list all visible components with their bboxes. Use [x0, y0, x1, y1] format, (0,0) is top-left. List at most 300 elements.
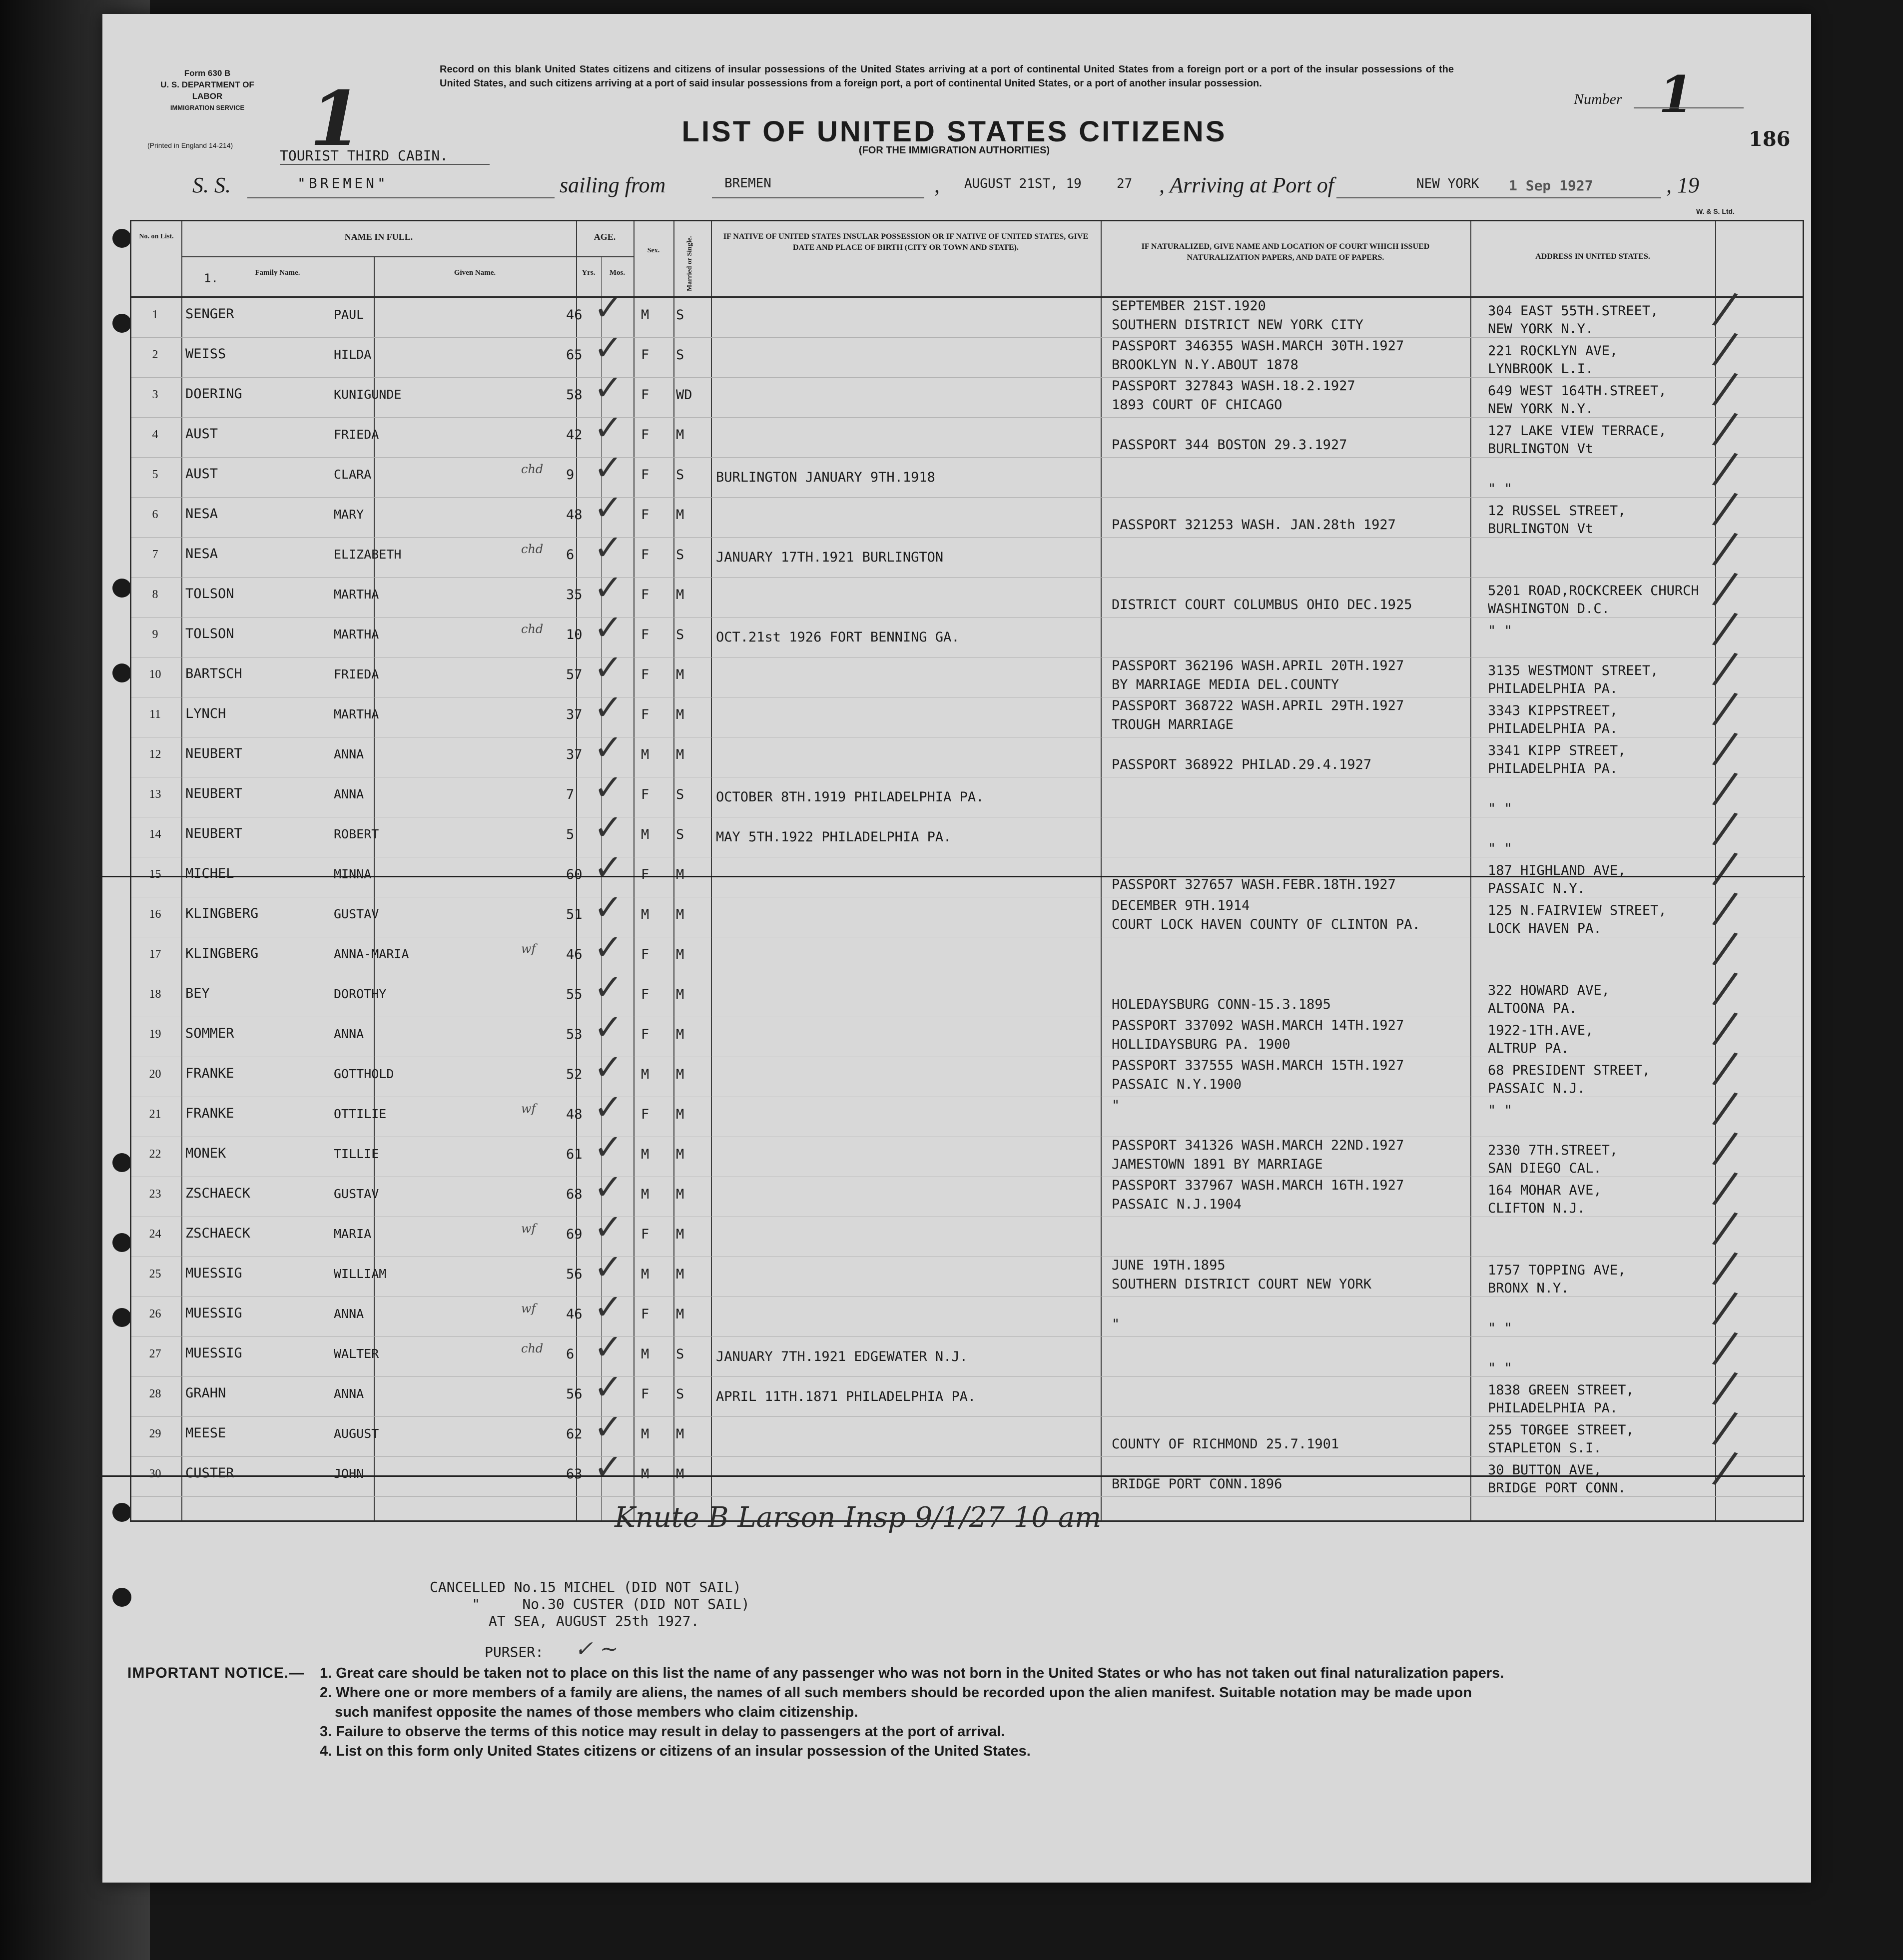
address-line-1: 12 RUSSEL STREET,	[1488, 503, 1626, 519]
family-name: AUST	[185, 426, 218, 442]
sex: M	[641, 747, 649, 762]
age-years: 48	[566, 1107, 583, 1122]
binder-hole	[112, 1308, 131, 1327]
naturalization-line-2: PASSAIC N.J.1904	[1112, 1197, 1242, 1212]
sex: F	[641, 1107, 649, 1122]
relationship-note: wf	[521, 942, 536, 956]
family-name: KLINGBERG	[185, 906, 259, 921]
age-years: 62	[566, 1426, 583, 1442]
given-name: FRIEDA	[334, 667, 379, 681]
inspector-tick-icon: /	[1710, 1280, 1741, 1335]
number-underline	[1634, 107, 1744, 108]
marital-status: M	[676, 747, 684, 762]
binder-hole	[112, 1503, 131, 1522]
marital-status: S	[676, 787, 684, 802]
marital-status: S	[676, 1346, 684, 1362]
header-rule	[576, 256, 634, 257]
row-number: 27	[149, 1347, 161, 1360]
address-line-2: PASSAIC N.J.	[1488, 1081, 1586, 1096]
check-mark-icon: ✓	[594, 967, 623, 1008]
given-name: ANNA	[334, 1386, 364, 1401]
address-line-2: " "	[1488, 1320, 1512, 1336]
address-line-2: " "	[1488, 801, 1512, 816]
sex: M	[641, 1466, 649, 1482]
naturalization-line-2: PASSPORT 327657 WASH.FEBR.18TH.1927	[1112, 877, 1396, 892]
row-number: 30	[149, 1467, 161, 1480]
arriving-label: , Arriving at Port of	[1159, 173, 1334, 197]
naturalization-line-2: HOLLIDAYSBURG PA. 1900	[1112, 1037, 1290, 1052]
address-line-1: 164 MOHAR AVE,	[1488, 1183, 1602, 1198]
family-name: MEESE	[185, 1425, 226, 1441]
check-mark-icon: ✓	[594, 1326, 623, 1367]
printed-note: (Printed in England 14-214)	[147, 141, 233, 149]
address-line-1: 3135 WESTMONT STREET,	[1488, 663, 1659, 678]
marital-status: S	[676, 627, 684, 643]
family-name: GRAHN	[185, 1385, 226, 1401]
row-number: 17	[149, 948, 161, 961]
address-line-2: SAN DIEGO CAL.	[1488, 1161, 1602, 1176]
naturalization-line-2: PASSAIC N.Y.1900	[1112, 1077, 1242, 1092]
naturalization-line-2: JAMESTOWN 1891 BY MARRIAGE	[1112, 1157, 1323, 1172]
notice-item: 2. Where one or more members of a family are aliens, the names of all such members should be recorded upon the alien manifest. Suitable notation may be made upon	[320, 1685, 1472, 1701]
inspector-tick-icon: /	[1710, 481, 1741, 536]
check-mark-icon: ✓	[594, 1087, 623, 1128]
marital-status: S	[676, 467, 684, 483]
address-line-2: LOCK HAVEN PA.	[1488, 921, 1602, 936]
sailing-date: AUGUST 21ST, 19	[964, 176, 1082, 191]
check-mark-icon: ✓	[594, 887, 623, 928]
birth-info: MAY 5TH.1922 PHILADELPHIA PA.	[716, 829, 952, 845]
age-years: 46	[566, 307, 583, 323]
given-name: HILDA	[334, 347, 372, 362]
family-name: TOLSON	[185, 586, 234, 602]
ship-name: "BREMEN"	[297, 175, 389, 191]
naturalization-line-1: PASSPORT 346355 WASH.MARCH 30TH.1927	[1112, 338, 1404, 354]
check-mark-icon: ✓	[594, 287, 623, 328]
binder-hole	[112, 579, 131, 598]
sex: F	[641, 547, 649, 563]
table-row	[131, 1360, 1803, 1416]
given-name: OTTILIE	[334, 1107, 387, 1121]
marital-status: M	[676, 1027, 684, 1042]
naturalization-line-2: COUNTY OF RICHMOND 25.7.1901	[1112, 1436, 1339, 1452]
marital-status: M	[676, 507, 684, 523]
check-mark-icon: ✓	[594, 607, 623, 648]
inspector-tick-icon: /	[1710, 1360, 1741, 1415]
table-row	[131, 561, 1803, 617]
sex: F	[641, 1227, 649, 1242]
ss-label: S. S.	[192, 173, 231, 197]
age-years: 35	[566, 587, 583, 603]
relationship-note: wf	[521, 1102, 536, 1116]
port-underline	[1336, 197, 1661, 198]
address-line-2: BURLINGTON Vt	[1488, 521, 1594, 537]
document-subtitle: (FOR THE IMMIGRATION AUTHORITIES)	[858, 145, 1050, 156]
table-row	[131, 800, 1803, 857]
page-number: 186	[1749, 127, 1791, 151]
sex: F	[641, 347, 649, 363]
check-mark-icon: ✓	[594, 407, 623, 448]
binder-hole	[112, 1588, 131, 1607]
address-line-1: 68 PRESIDENT STREET,	[1488, 1063, 1651, 1078]
sex: F	[641, 947, 649, 962]
address-line-1: 127 LAKE VIEW TERRACE,	[1488, 423, 1667, 439]
age-years: 61	[566, 1147, 583, 1162]
check-mark-icon: ✓	[594, 447, 623, 488]
naturalization-line-2: SOUTHERN DISTRICT NEW YORK CITY	[1112, 317, 1363, 333]
address-line-1: 322 HOWARD AVE,	[1488, 983, 1610, 998]
printer-mark: W. & S. Ltd.	[1696, 207, 1735, 215]
document-title: LIST OF UNITED STATES CITIZENS	[681, 115, 1227, 148]
list-mark: 1	[310, 75, 362, 163]
table-row	[131, 960, 1803, 1017]
check-mark-icon: ✓	[594, 327, 623, 368]
relationship-note: chd	[521, 622, 544, 636]
address-line-2: NEW YORK N.Y.	[1488, 401, 1594, 417]
inspector-signature: Knute B Larson Insp 9/1/27 10 am	[615, 1501, 1102, 1534]
inspector-tick-icon: /	[1710, 1320, 1741, 1375]
check-mark-icon: ✓	[594, 527, 623, 568]
address-line-2: PASSAIC N.Y.	[1488, 881, 1586, 896]
row-number: 20	[149, 1068, 161, 1081]
col-mos: Mos.	[609, 269, 626, 277]
family-name: SENGER	[185, 306, 234, 322]
inspector-tick-icon: /	[1710, 760, 1741, 816]
number-value: 1	[1659, 65, 1694, 124]
relationship-note: wf	[521, 1302, 536, 1315]
birth-info: BURLINGTON JANUARY 9TH.1918	[716, 470, 935, 485]
sex: F	[641, 667, 649, 682]
notice-item: such manifest opposite the names of those members who claim citizenship.	[335, 1704, 858, 1720]
given-name: ANNA-MARIA	[334, 947, 409, 961]
row-number: 6	[152, 508, 158, 521]
given-name: MINNA	[334, 867, 372, 881]
address-line-2: " "	[1488, 1360, 1512, 1376]
address-line-2: CLIFTON N.J.	[1488, 1201, 1586, 1216]
row-number: 13	[149, 788, 161, 801]
inspector-tick-icon: /	[1710, 960, 1741, 1016]
inspector-tick-icon: /	[1710, 1440, 1741, 1495]
table-row	[131, 1320, 1803, 1376]
relationship-note: chd	[521, 462, 544, 476]
family-name: MONEK	[185, 1146, 226, 1161]
row-number: 9	[152, 628, 158, 641]
family-name: CUSTER	[185, 1465, 234, 1481]
row-number: 29	[149, 1427, 161, 1440]
age-years: 57	[566, 667, 583, 682]
address-line-1: 1757 TOPPING AVE,	[1488, 1263, 1626, 1278]
given-name: ANNA	[334, 747, 364, 761]
age-years: 63	[566, 1466, 583, 1482]
sex: M	[641, 1147, 649, 1162]
col-sex: Sex.	[647, 247, 660, 254]
family-name: KLINGBERG	[185, 946, 259, 961]
birth-info: JANUARY 7TH.1921 EDGEWATER N.J.	[716, 1349, 968, 1364]
age-years: 46	[566, 947, 583, 962]
family-name: AUST	[185, 466, 218, 482]
sex: F	[641, 587, 649, 603]
marital-status: S	[676, 1386, 684, 1402]
address-line-2: PHILADELPHIA PA.	[1488, 721, 1618, 736]
family-name: DOERING	[185, 386, 242, 402]
service: IMMIGRATION SERVICE	[170, 104, 245, 111]
sex: F	[641, 507, 649, 523]
row-number: 2	[152, 348, 158, 361]
given-name: FRIEDA	[334, 427, 379, 442]
inspector-tick-icon: /	[1710, 880, 1741, 936]
given-name: GUSTAV	[334, 1187, 379, 1201]
given-name: GOTTHOLD	[334, 1067, 394, 1081]
family-name: NEUBERT	[185, 786, 242, 801]
naturalization-line-2: BY MARRIAGE MEDIA DEL.COUNTY	[1112, 677, 1339, 692]
naturalization-line-1: PASSPORT 341326 WASH.MARCH 22ND.1927	[1112, 1138, 1404, 1153]
marital-status: M	[676, 1067, 684, 1082]
marital-status: M	[676, 947, 684, 962]
inspector-tick-icon: /	[1710, 1000, 1741, 1056]
header-rule	[181, 256, 576, 257]
given-name: MARTHA	[334, 587, 379, 602]
notice-label: IMPORTANT NOTICE.—	[127, 1665, 305, 1681]
address-line-1: 3343 KIPPSTREET,	[1488, 703, 1618, 718]
check-mark-icon: ✓	[594, 647, 623, 688]
given-name: JOHN	[334, 1466, 364, 1481]
marital-status: M	[676, 1267, 684, 1282]
age-years: 56	[566, 1267, 583, 1282]
age-years: 60	[566, 867, 583, 882]
sex: F	[641, 987, 649, 1002]
marital-status: M	[676, 1307, 684, 1322]
inspector-tick-icon: /	[1710, 1400, 1741, 1455]
marital-status: M	[676, 587, 684, 603]
naturalization-line-2: HOLEDAYSBURG CONN-15.3.1895	[1112, 997, 1331, 1012]
check-mark-icon: ✓	[594, 1167, 623, 1208]
check-mark-icon: ✓	[594, 1047, 623, 1088]
cancellation-note: CANCELLED No.15 MICHEL (DID NOT SAIL) " No.30 CUSTER (DID NOT SAIL) AT SEA, AUGUST 25th 1927.	[430, 1579, 750, 1629]
naturalization-line-1: DECEMBER 9TH.1914	[1112, 898, 1250, 913]
age-years: 51	[566, 907, 583, 922]
age-years: 53	[566, 1027, 583, 1042]
sailing-from-label: sailing from	[560, 173, 666, 197]
age-years: 6	[566, 547, 575, 563]
sex: M	[641, 827, 649, 842]
address-line-2: ALTRUP PA.	[1488, 1041, 1569, 1056]
row-number: 7	[152, 548, 158, 561]
row-number: 22	[149, 1148, 161, 1161]
given-name: WILLIAM	[334, 1267, 387, 1281]
inspector-tick-icon: /	[1710, 561, 1741, 616]
naturalization-line-2: SOUTHERN DISTRICT COURT NEW YORK	[1112, 1277, 1372, 1292]
address-line-1: 30 BUTTON AVE,	[1488, 1462, 1602, 1478]
family-name: NEUBERT	[185, 826, 242, 841]
family-name: BEY	[185, 986, 210, 1001]
row-number: 15	[149, 868, 161, 881]
number-label: Number	[1574, 91, 1622, 107]
given-name: ANNA	[334, 1307, 364, 1321]
row-number: 1	[152, 308, 158, 321]
row-number: 28	[149, 1387, 161, 1400]
age-years: 9	[566, 467, 575, 483]
naturalization-line-2: PASSPORT 321253 WASH. JAN.28th 1927	[1112, 517, 1396, 533]
inspector-tick-icon: /	[1710, 281, 1741, 336]
address-line-2: PHILADELPHIA PA.	[1488, 681, 1618, 696]
marital-status: M	[676, 867, 684, 882]
sex: F	[641, 1027, 649, 1042]
check-mark-icon: ✓	[594, 1007, 623, 1048]
check-mark-icon: ✓	[594, 807, 623, 848]
age-years: 65	[566, 347, 583, 363]
record-instructions: Record on this blank United States citizens and citizens of insular possessions of the United States arriving at a port of continental United States from a foreign port or a port of the insular possessions of the United States, and such citizens arriving at a port of said insular possessions from a foreign port, a port of continental United States, or a port of another insular possession.	[440, 64, 1454, 89]
address-line-2: ALTOONA PA.	[1488, 1001, 1577, 1016]
check-mark-icon: ✓	[594, 767, 623, 808]
inspector-tick-icon: /	[1710, 1200, 1741, 1256]
department: U. S. DEPARTMENT OF LABOR	[160, 80, 254, 101]
notice-item: 4. List on this form only United States citizens or citizens of an insular possession of the United States.	[320, 1743, 1031, 1759]
table-row	[131, 1120, 1803, 1177]
row-number: 24	[149, 1228, 161, 1241]
inspector-tick-icon: /	[1710, 1160, 1741, 1216]
form-number: Form 630 B	[184, 68, 231, 78]
sex: F	[641, 427, 649, 443]
check-mark-icon: ✓	[594, 567, 623, 608]
cancelled-strike-line	[96, 1475, 1805, 1477]
sex: F	[641, 627, 649, 643]
binder-hole	[112, 663, 131, 682]
row-number: 12	[149, 748, 161, 761]
marital-status: S	[676, 347, 684, 363]
sex: F	[641, 1386, 649, 1402]
sex: F	[641, 707, 649, 722]
sailing-year: 27	[1117, 176, 1133, 191]
list-number-hand: 1.	[204, 271, 218, 285]
row-number: 4	[152, 428, 158, 441]
naturalization-line-1: PASSPORT 368722 WASH.APRIL 29TH.1927	[1112, 698, 1404, 713]
row-number: 16	[149, 908, 161, 921]
naturalization-line-1: SEPTEMBER 21ST.1920	[1112, 298, 1266, 314]
row-number: 26	[149, 1307, 161, 1320]
family-name: TOLSON	[185, 626, 234, 642]
marital-status: M	[676, 667, 684, 682]
birth-info: OCT.21st 1926 FORT BENNING GA.	[716, 630, 960, 645]
sailing-from-city: BREMEN	[724, 176, 771, 191]
col-no: No. on List.	[139, 233, 174, 240]
inspector-tick-icon: /	[1710, 840, 1741, 896]
age-years: 69	[566, 1227, 583, 1242]
table-row	[131, 840, 1803, 897]
age-years: 46	[566, 1307, 583, 1322]
given-name: GUSTAV	[334, 907, 379, 921]
row-number: 8	[152, 588, 158, 601]
table-row	[131, 481, 1803, 537]
binder-hole	[112, 314, 131, 333]
inspector-tick-icon: /	[1710, 800, 1741, 856]
inspector-tick-icon: /	[1710, 361, 1741, 416]
family-name: MUESSIG	[185, 1266, 242, 1281]
birth-info: OCTOBER 8TH.1919 PHILADELPHIA PA.	[716, 789, 984, 805]
row-number: 25	[149, 1268, 161, 1281]
relationship-note: wf	[521, 1222, 536, 1236]
check-mark-icon: ✓	[594, 367, 623, 408]
inspector-tick-icon: /	[1710, 641, 1741, 696]
naturalization-line-2: BRIDGE PORT CONN.1896	[1112, 1476, 1282, 1492]
family-name: ZSCHAECK	[185, 1226, 251, 1241]
family-name: BARTSCH	[185, 666, 242, 681]
family-name: MICHEL	[185, 866, 234, 881]
binder-hole	[112, 1153, 131, 1172]
notice-item: 1. Great care should be taken not to place on this list the name of any passenger who was not born in the United States or who has not taken out final naturalization papers.	[320, 1665, 1504, 1681]
table-body	[131, 281, 1803, 1520]
sex: F	[641, 387, 649, 403]
marital-status: M	[676, 1227, 684, 1242]
relationship-note: chd	[521, 1341, 544, 1355]
marital-status: S	[676, 307, 684, 323]
age-years: 48	[566, 507, 583, 523]
check-mark-icon: ✓	[594, 1127, 623, 1168]
row-number: 14	[149, 828, 161, 841]
address-line-2: " "	[1488, 481, 1512, 497]
marital-status: S	[676, 547, 684, 563]
naturalization-line-1: PASSPORT 362196 WASH.APRIL 20TH.1927	[1112, 658, 1404, 673]
table-row	[131, 1240, 1803, 1297]
address-line-1: 255 TORGEE STREET,	[1488, 1422, 1634, 1438]
col-native: IF NATIVE OF UNITED STATES INSULAR POSSESSION OR IF NATIVE OF UNITED STATES, GIVE DATE AND PLACE OF BIRTH (CITY OR TOWN AND STATE).	[723, 232, 1089, 252]
given-name: DOROTHY	[334, 987, 387, 1001]
age-years: 6	[566, 1346, 575, 1362]
age-years: 37	[566, 707, 583, 722]
row-number: 18	[149, 988, 161, 1001]
address-line-1: " "	[1488, 623, 1512, 639]
sex: F	[641, 787, 649, 802]
sex: M	[641, 1067, 649, 1082]
address-line-2: BRIDGE PORT CONN.	[1488, 1480, 1626, 1496]
col-yrs: Yrs.	[582, 269, 596, 277]
check-mark-icon: ✓	[594, 1287, 623, 1327]
family-name: NESA	[185, 506, 218, 522]
ship-underline	[247, 197, 555, 198]
arrival-port: NEW YORK	[1416, 176, 1479, 191]
inspector-tick-icon: /	[1710, 1120, 1741, 1176]
check-mark-icon: ✓	[594, 727, 623, 768]
sex: M	[641, 1187, 649, 1202]
sex: F	[641, 467, 649, 483]
row-number: 23	[149, 1188, 161, 1201]
family-name: MUESSIG	[185, 1306, 242, 1321]
address-line-1: 221 ROCKLYN AVE,	[1488, 343, 1618, 359]
given-name: MARTHA	[334, 707, 379, 721]
naturalization-line-2: TROUGH MARRIAGE	[1112, 717, 1234, 732]
family-name: FRANKE	[185, 1066, 234, 1081]
passenger-table	[130, 220, 1804, 1522]
address-line-2: PHILADELPHIA PA.	[1488, 761, 1618, 776]
address-line-2: NEW YORK N.Y.	[1488, 321, 1594, 337]
family-name: LYNCH	[185, 706, 226, 721]
inspector-tick-icon: /	[1710, 1240, 1741, 1296]
naturalization-line-1: "	[1112, 1098, 1120, 1113]
naturalization-line-2: "	[1112, 1316, 1120, 1332]
naturalization-line-2: PASSPORT 368922 PHILAD.29.4.1927	[1112, 757, 1372, 772]
form-id-block	[150, 67, 265, 113]
binder-hole	[112, 1233, 131, 1252]
inspector-tick-icon: /	[1710, 321, 1741, 376]
row-number: 5	[152, 468, 158, 481]
address-line-2: BURLINGTON Vt	[1488, 441, 1594, 457]
table-row	[131, 281, 1803, 337]
given-name: ROBERT	[334, 827, 379, 841]
check-mark-icon: ✓	[594, 1406, 623, 1447]
check-mark-icon: ✓	[594, 487, 623, 528]
age-years: 58	[566, 387, 583, 403]
check-mark-icon: ✓	[594, 1207, 623, 1248]
age-years: 68	[566, 1187, 583, 1202]
